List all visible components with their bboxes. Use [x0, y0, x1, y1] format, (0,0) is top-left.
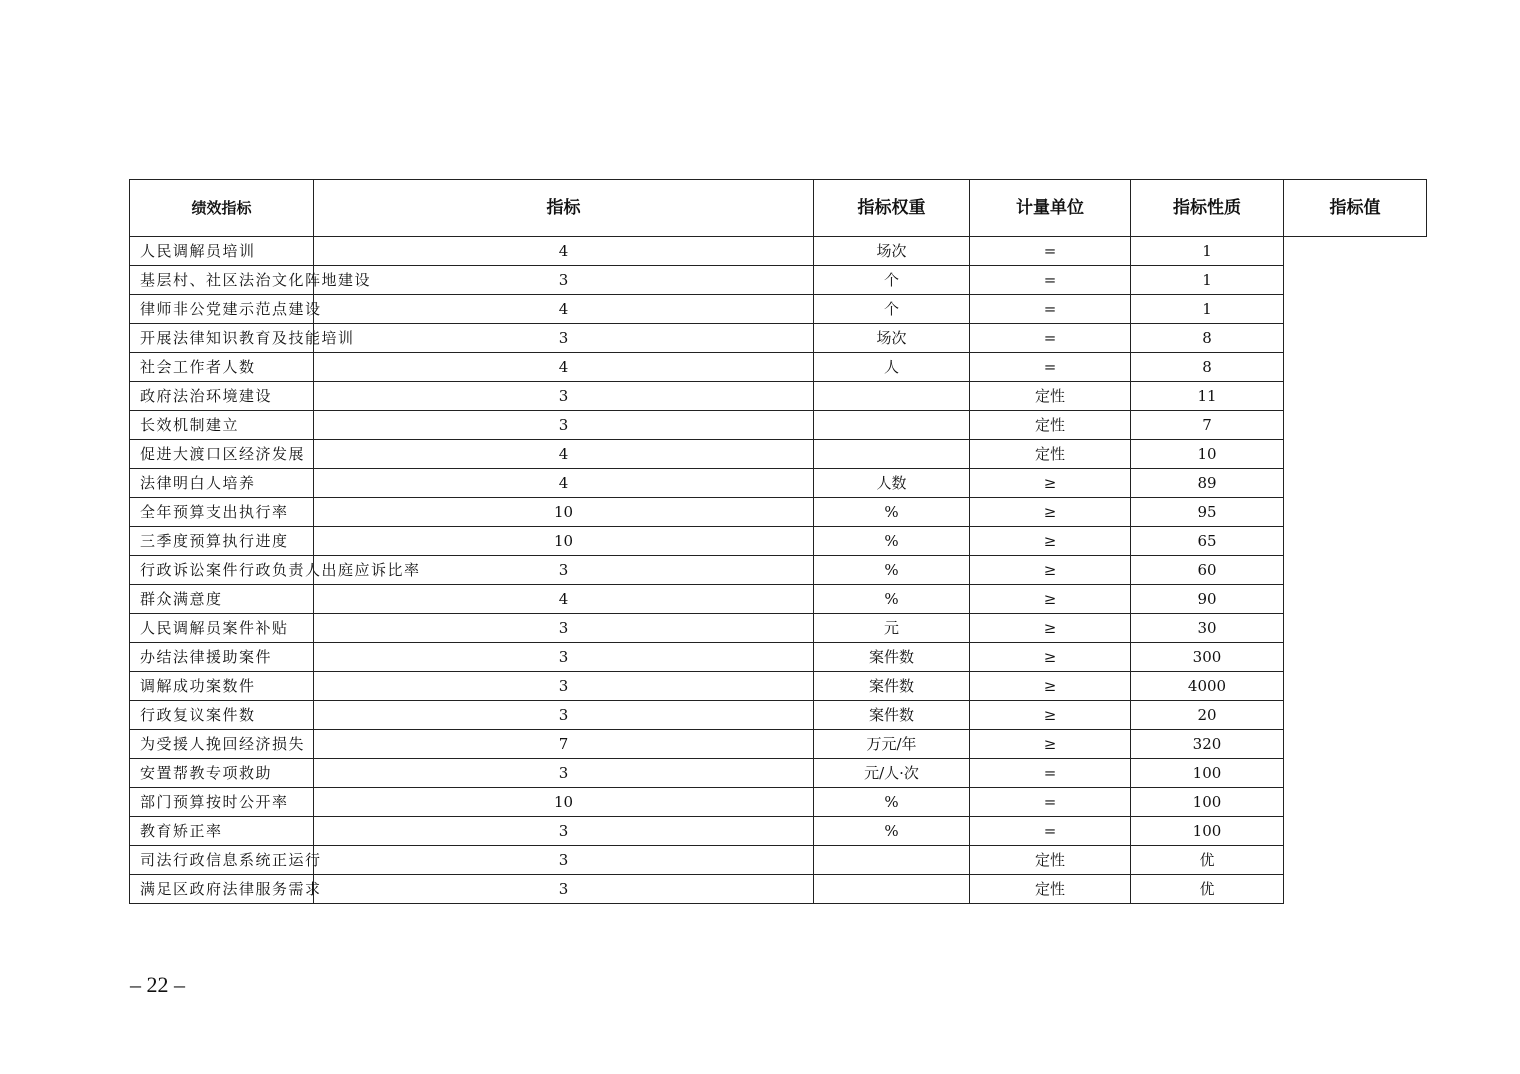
value-cell: 10: [1131, 440, 1284, 469]
table-row: [130, 817, 1427, 846]
weight-cell: 3: [314, 382, 814, 411]
page-number: – 22 –: [130, 972, 185, 997]
value-cell: 95: [1131, 498, 1284, 527]
unit-cell: 个: [814, 295, 970, 324]
indicator-name-cell: 三季度预算执行进度: [130, 527, 314, 556]
weight-cell: 3: [314, 411, 814, 440]
indicator-name-cell: 教育矫正率: [130, 817, 314, 846]
weight-cell: 7: [314, 730, 814, 759]
table-row: [130, 672, 1427, 701]
table-row: [130, 556, 1427, 585]
nature-cell: =: [970, 759, 1131, 788]
weight-cell: 4: [314, 585, 814, 614]
value-cell: 7: [1131, 411, 1284, 440]
value-cell: 30: [1131, 614, 1284, 643]
nature-cell: 定性: [970, 440, 1131, 469]
indicator-name-cell: 行政复议案件数: [130, 701, 314, 730]
nature-cell: =: [970, 817, 1131, 846]
table-row: [130, 440, 1427, 469]
weight-cell: 3: [314, 266, 814, 295]
header-row: [130, 180, 1427, 237]
nature-cell: 定性: [970, 846, 1131, 875]
table-row: [130, 527, 1427, 556]
value-cell: 优: [1131, 846, 1284, 875]
value-cell: 11: [1131, 382, 1284, 411]
value-cell: 100: [1131, 817, 1284, 846]
unit-cell: [814, 440, 970, 469]
value-cell: 1: [1131, 266, 1284, 295]
indicator-name-cell: 安置帮教专项救助: [130, 759, 314, 788]
weight-cell: 10: [314, 788, 814, 817]
value-cell: 20: [1131, 701, 1284, 730]
group-label: 绩效指标: [130, 180, 314, 237]
weight-cell: 3: [314, 701, 814, 730]
weight-cell: 4: [314, 469, 814, 498]
weight-cell: 3: [314, 643, 814, 672]
table-row: [130, 846, 1427, 875]
table-row: [130, 730, 1427, 759]
indicator-name-cell: 基层村、社区法治文化阵地建设: [130, 266, 314, 295]
value-cell: 60: [1131, 556, 1284, 585]
unit-cell: [814, 875, 970, 904]
unit-cell: 案件数: [814, 643, 970, 672]
indicator-name-cell: 行政诉讼案件行政负责人出庭应诉比率: [130, 556, 314, 585]
table-row: [130, 643, 1427, 672]
indicator-name-cell: 政府法治环境建设: [130, 382, 314, 411]
indicator-name-cell: 法律明白人培养: [130, 469, 314, 498]
indicator-name-cell: 全年预算支出执行率: [130, 498, 314, 527]
unit-cell: [814, 846, 970, 875]
indicator-name-cell: 办结法律援助案件: [130, 643, 314, 672]
unit-cell: %: [814, 498, 970, 527]
value-cell: 优: [1131, 875, 1284, 904]
nature-cell: ≥: [970, 556, 1131, 585]
value-cell: 89: [1131, 469, 1284, 498]
unit-cell: %: [814, 788, 970, 817]
value-cell: 4000: [1131, 672, 1284, 701]
indicator-name-cell: 调解成功案数件: [130, 672, 314, 701]
table-row: [130, 353, 1427, 382]
table-row: [130, 585, 1427, 614]
weight-cell: 3: [314, 846, 814, 875]
table-body: [130, 237, 1427, 904]
nature-cell: =: [970, 295, 1131, 324]
indicator-name-cell: 为受援人挽回经济损失: [130, 730, 314, 759]
unit-cell: [814, 411, 970, 440]
table-row: [130, 324, 1427, 353]
indicator-name-cell: 长效机制建立: [130, 411, 314, 440]
header-unit: 计量单位: [970, 180, 1131, 237]
table-row: [130, 759, 1427, 788]
table-row: [130, 382, 1427, 411]
table-row: [130, 614, 1427, 643]
value-cell: 8: [1131, 353, 1284, 382]
weight-cell: 3: [314, 324, 814, 353]
header-weight: 指标权重: [814, 180, 970, 237]
indicator-name-cell: 部门预算按时公开率: [130, 788, 314, 817]
value-cell: 65: [1131, 527, 1284, 556]
value-cell: 1: [1131, 237, 1284, 266]
nature-cell: ≥: [970, 614, 1131, 643]
indicator-name-cell: 社会工作者人数: [130, 353, 314, 382]
table-row: [130, 498, 1427, 527]
weight-cell: 3: [314, 875, 814, 904]
nature-cell: =: [970, 788, 1131, 817]
indicator-name-cell: 促进大渡口区经济发展: [130, 440, 314, 469]
value-cell: 100: [1131, 788, 1284, 817]
nature-cell: ≥: [970, 730, 1131, 759]
nature-cell: 定性: [970, 382, 1131, 411]
table-row: [130, 266, 1427, 295]
nature-cell: ≥: [970, 469, 1131, 498]
unit-cell: 元/人·次: [814, 759, 970, 788]
unit-cell: 场次: [814, 237, 970, 266]
value-cell: 90: [1131, 585, 1284, 614]
table-row: [130, 295, 1427, 324]
unit-cell: 人数: [814, 469, 970, 498]
value-cell: 100: [1131, 759, 1284, 788]
indicator-name-cell: 群众满意度: [130, 585, 314, 614]
value-cell: 300: [1131, 643, 1284, 672]
weight-cell: 4: [314, 440, 814, 469]
weight-cell: 4: [314, 237, 814, 266]
weight-cell: 10: [314, 498, 814, 527]
nature-cell: ≥: [970, 701, 1131, 730]
header-indicator: 指标: [314, 180, 814, 237]
table-row: [130, 701, 1427, 730]
unit-cell: %: [814, 817, 970, 846]
value-cell: 8: [1131, 324, 1284, 353]
indicator-name-cell: 人民调解员培训: [130, 237, 314, 266]
nature-cell: ≥: [970, 643, 1131, 672]
nature-cell: =: [970, 237, 1131, 266]
nature-cell: =: [970, 266, 1131, 295]
weight-cell: 3: [314, 759, 814, 788]
indicator-name-cell: 律师非公党建示范点建设: [130, 295, 314, 324]
table-row: [130, 411, 1427, 440]
nature-cell: =: [970, 324, 1131, 353]
value-cell: 1: [1131, 295, 1284, 324]
nature-cell: ≥: [970, 585, 1131, 614]
table-row: [130, 469, 1427, 498]
weight-cell: 3: [314, 817, 814, 846]
weight-cell: 3: [314, 672, 814, 701]
indicator-name-cell: 人民调解员案件补贴: [130, 614, 314, 643]
unit-cell: 万元/年: [814, 730, 970, 759]
nature-cell: 定性: [970, 875, 1131, 904]
nature-cell: ≥: [970, 527, 1131, 556]
indicator-name-cell: 开展法律知识教育及技能培训: [130, 324, 314, 353]
table-row: [130, 237, 1427, 266]
unit-cell: %: [814, 527, 970, 556]
performance-indicator-table: [129, 179, 1427, 904]
table-row: [130, 788, 1427, 817]
nature-cell: ≥: [970, 498, 1131, 527]
unit-cell: 元: [814, 614, 970, 643]
unit-cell: 人: [814, 353, 970, 382]
weight-cell: 3: [314, 556, 814, 585]
weight-cell: 4: [314, 295, 814, 324]
unit-cell: %: [814, 556, 970, 585]
unit-cell: %: [814, 585, 970, 614]
unit-cell: 个: [814, 266, 970, 295]
weight-cell: 10: [314, 527, 814, 556]
table-row: [130, 875, 1427, 904]
header-nature: 指标性质: [1131, 180, 1284, 237]
nature-cell: =: [970, 353, 1131, 382]
unit-cell: 案件数: [814, 701, 970, 730]
unit-cell: [814, 382, 970, 411]
indicator-name-cell: 司法行政信息系统正运行: [130, 846, 314, 875]
unit-cell: 场次: [814, 324, 970, 353]
nature-cell: ≥: [970, 672, 1131, 701]
indicator-name-cell: 满足区政府法律服务需求: [130, 875, 314, 904]
unit-cell: 案件数: [814, 672, 970, 701]
nature-cell: 定性: [970, 411, 1131, 440]
weight-cell: 3: [314, 614, 814, 643]
value-cell: 320: [1131, 730, 1284, 759]
weight-cell: 4: [314, 353, 814, 382]
header-value: 指标值: [1284, 180, 1427, 237]
